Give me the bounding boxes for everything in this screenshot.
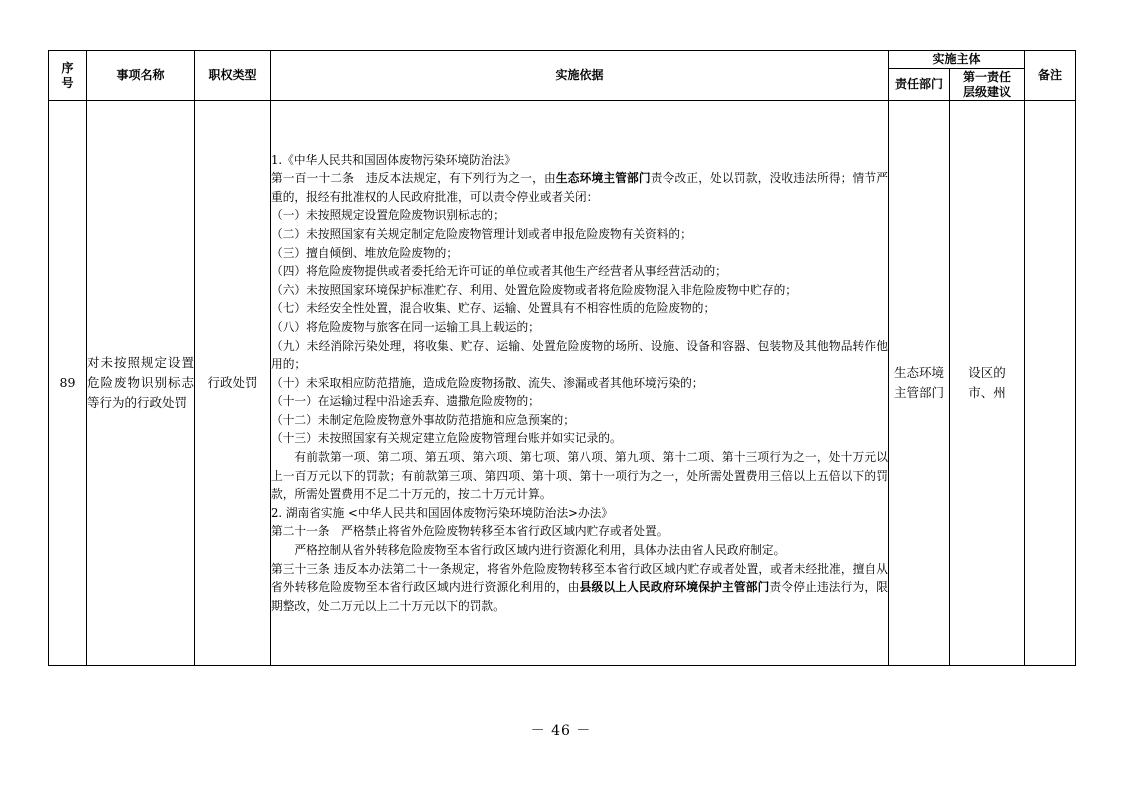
basis-line: （六）未按照国家环境保护标准贮存、利用、处置危险废物或者将危险废物混入非危险废物中贮存的； xyxy=(271,282,797,297)
header-subject: 实施主体 xyxy=(889,51,1025,69)
basis-line: （七）未经安全性处置，混合收集、贮存、运输、处置具有不相容性质的危险废物的； xyxy=(271,301,716,316)
header-dept: 责任部门 xyxy=(889,69,950,101)
basis-line: （十）未采取相应防范措施，造成危险废物扬散、流失、渗漏或者其他环境污染的； xyxy=(271,375,704,390)
basis-line: （十一）在运输过程中沿途丢弃、遗撒危险废物的； xyxy=(271,394,540,409)
header-item-name: 事项名称 xyxy=(87,51,195,101)
header-basis: 实施依据 xyxy=(271,51,889,101)
basis-line: 2. 湖南省实施 <中华人民共和国固体废物污染环境防治法>办法》 xyxy=(271,505,614,520)
basis-line: （九）未经消除污染处理，将收集、贮存、运输、处置危险废物的场所、设施、设备和容器、包装物及其他物品转作他用的； xyxy=(271,338,888,372)
basis-line: 第一百一十二条 违反本法规定，有下列行为之一，由生态环境主管部门责令改正，处以罚款，没收违法所得；情节严重的，报经有批准权的人民政府批准，可以责令停业或者关闭： xyxy=(271,171,888,204)
basis-line: 有前款第一项、第二项、第五项、第六项、第七项、第八项、第九项、第十二项、第十三项行为之一，处十万元以上一百万元以下的罚款；有前款第三项、第四项、第十项、第十一项行为之一，处所需处置费用三倍以上五倍以下的罚款，所需处置费用不足二十万元的，按二十万元计算。 xyxy=(271,450,888,502)
basis-line: （一）未按照规定设置危险废物识别标志的； xyxy=(271,208,505,223)
header-power-type: 职权类型 xyxy=(195,51,271,101)
page-number: － 46 － xyxy=(530,723,592,739)
basis-line: （十三）未按照国家有关规定建立危险废物管理台账并如实记录的。 xyxy=(271,431,622,446)
basis-line: （八）将危险废物与旅客在同一运输工具上载运的； xyxy=(271,319,540,334)
header-level: 第一责任 层级建议 xyxy=(950,69,1025,101)
cell-basis xyxy=(271,101,889,666)
header-seq: 序 号 xyxy=(49,51,87,101)
basis-line: （四）将危险废物提供或者委托给无许可证的单位或者其他生产经营者从事经营活动的； xyxy=(271,264,727,279)
cell-power-type: 行政处罚 xyxy=(195,101,271,666)
cell-remarks xyxy=(1025,101,1076,666)
cell-dept: 生态环境 主管部门 xyxy=(889,101,950,666)
basis-line: （十二）未制定危险废物意外事故防范措施和应急预案的； xyxy=(271,412,575,427)
table-row xyxy=(49,101,1076,666)
basis-line: 第三十三条 违反本办法第二十一条规定，将省外危险废物转移至本省行政区域内贮存或者处置，或者未经批准，擅自从省外转移危险废物至本省行政区域内进行资源化利用的，由县级以上人民政府环境保护主管部门责令停止违法行为，限期整改，处二万元以上二十万元以下的罚款。 xyxy=(271,561,888,613)
header-remarks: 备注 xyxy=(1025,51,1076,101)
enforcement-table xyxy=(48,50,1076,666)
cell-level: 设区的 市、州 xyxy=(950,101,1025,666)
basis-line: 第二十一条 严格禁止将省外危险废物转移至本省行政区域内贮存或者处置。 xyxy=(271,524,669,539)
basis-highlight: 生态环境主管部门 xyxy=(555,171,651,186)
header-row-top xyxy=(49,51,1076,69)
cell-item-name: 对未按照规定设置危险废物识别标志等行为的行政处罚 xyxy=(87,101,195,666)
basis-line: 严格控制从省外转移危险废物至本省行政区域内进行资源化利用，具体办法由省人民政府制定。 xyxy=(294,543,786,558)
cell-seq: 89 xyxy=(49,101,87,666)
basis-highlight: 县级以上人民政府环境保护主管部门 xyxy=(579,580,770,595)
basis-line: （二）未按照国家有关规定制定危险废物管理计划或者申报危险废物有关资料的； xyxy=(271,226,692,241)
basis-line: （三）擅自倾倒、堆放危险废物的； xyxy=(271,245,459,260)
basis-line: 1.《中华人民共和国固体废物污染环境防治法》 xyxy=(271,152,516,167)
